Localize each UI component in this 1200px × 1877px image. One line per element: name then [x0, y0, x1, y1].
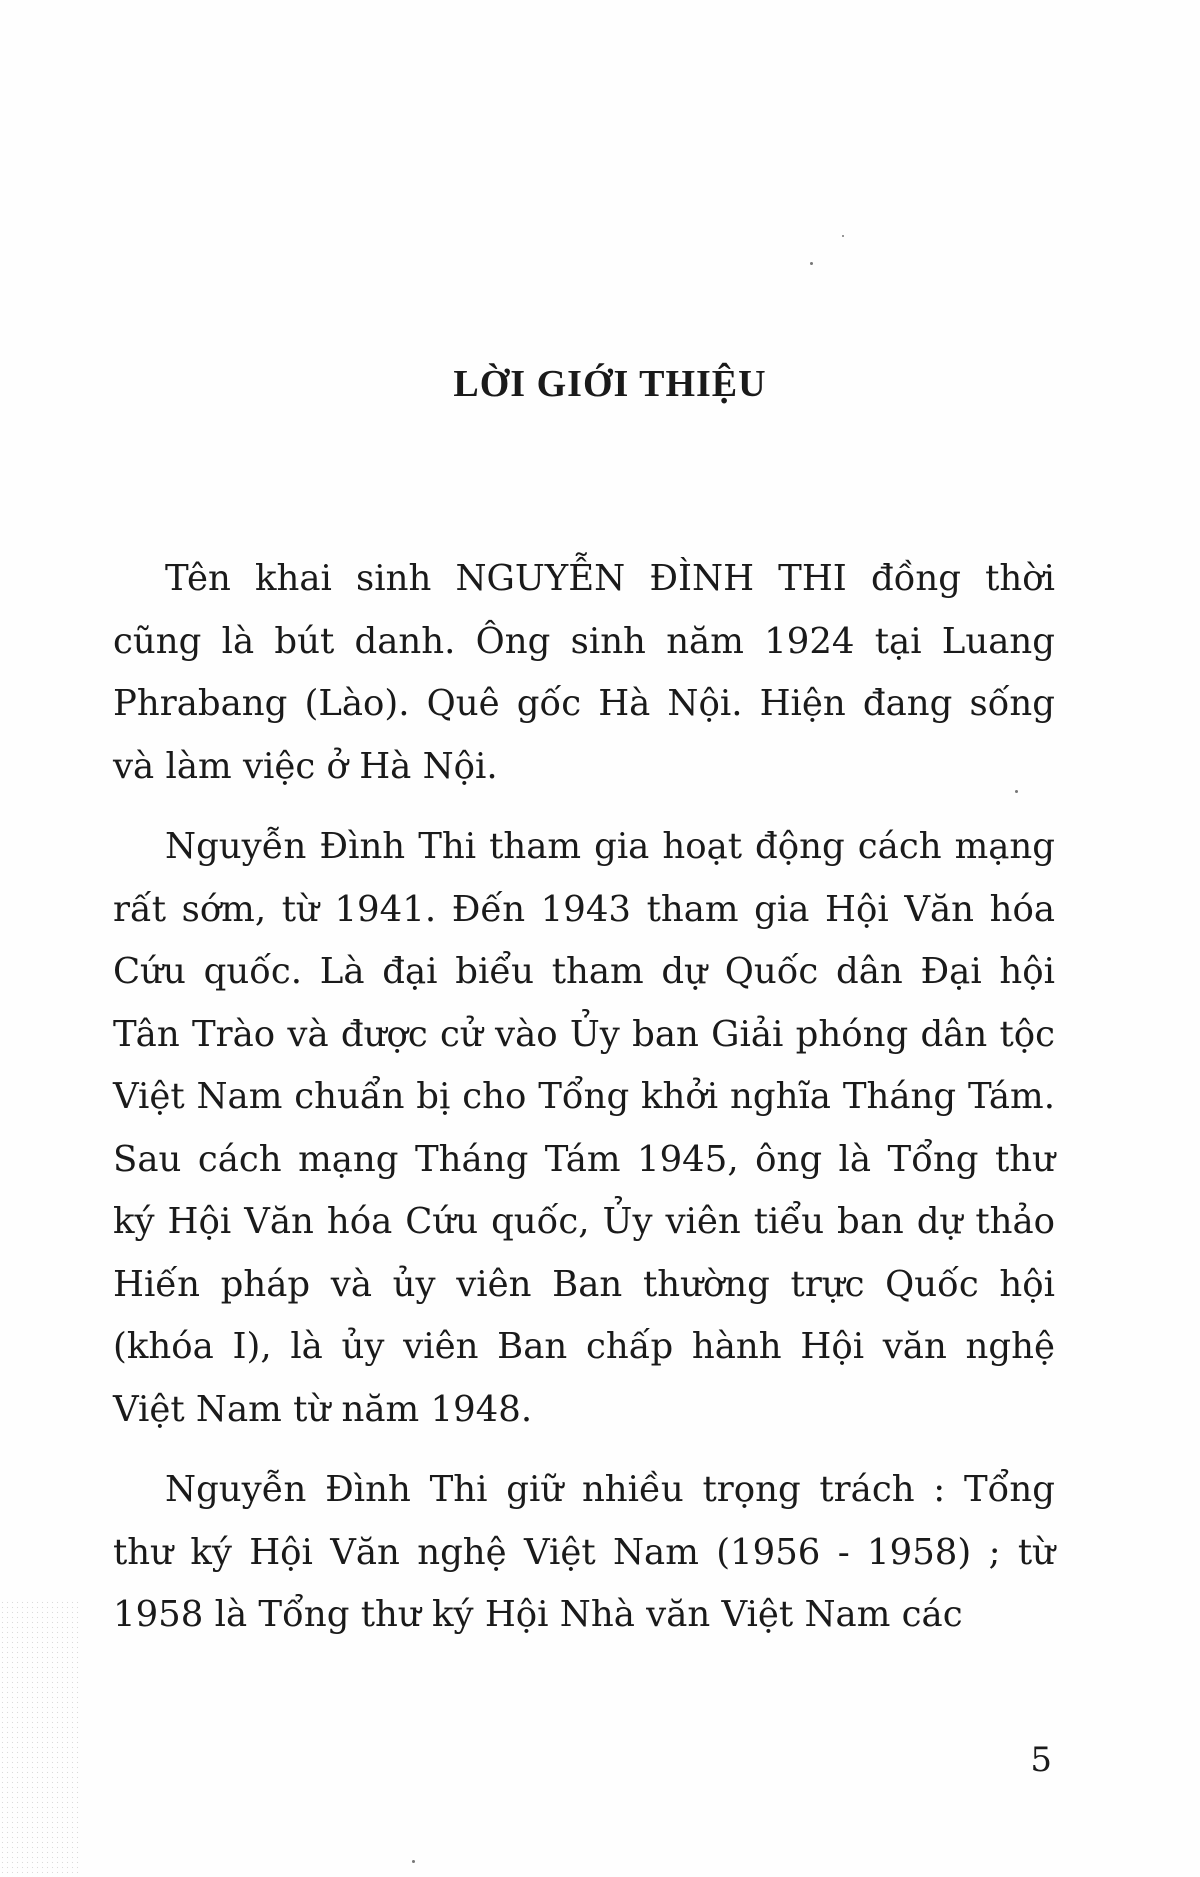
scan-speck — [412, 1860, 415, 1863]
page-number: 5 — [1030, 1740, 1052, 1780]
scan-stipple — [0, 1600, 80, 1877]
paragraph-2: Nguyễn Đình Thi tham gia hoạt động cách mạng rất sớm, từ 1941. Đến 1943 tham gia Hội Văn hóa Cứu quốc. Là đại biểu tham dự Quốc dân Đại hội Tân Trào và được cử vào Ủy ban Giải phóng dân tộc Việt Nam chuẩn bị cho Tổng khởi nghĩa Tháng Tám. Sau cách mạng Tháng Tám 1945, ông là Tổng thư ký Hội Văn hóa Cứu quốc, Ủy viên tiểu ban dự thảo Hiến pháp và ủy viên Ban thường trực Quốc hội (khóa I), là ủy viên Ban chấp hành Hội văn nghệ Việt Nam từ năm 1948. — [113, 826, 1055, 1430]
chapter-heading: LỜI GIỚI THIỆU — [453, 363, 767, 405]
paragraph-3: Nguyễn Đình Thi giữ nhiều trọng trách : Tổng thư ký Hội Văn nghệ Việt Nam (1956 - 1958) ; từ 1958 là Tổng thư ký Hội Nhà văn Việt Nam các — [113, 1469, 1055, 1635]
body-text — [113, 548, 1055, 1665]
scan-speck — [1015, 790, 1018, 793]
scan-speck — [810, 262, 813, 265]
paragraph-1: Tên khai sinh NGUYỄN ĐÌNH THI đồng thời cũng là bút danh. Ông sinh năm 1924 tại Luang Phrabang (Lào). Quê gốc Hà Nội. Hiện đang sống và làm việc ở Hà Nội. — [113, 558, 1055, 787]
scan-speck — [842, 235, 844, 237]
